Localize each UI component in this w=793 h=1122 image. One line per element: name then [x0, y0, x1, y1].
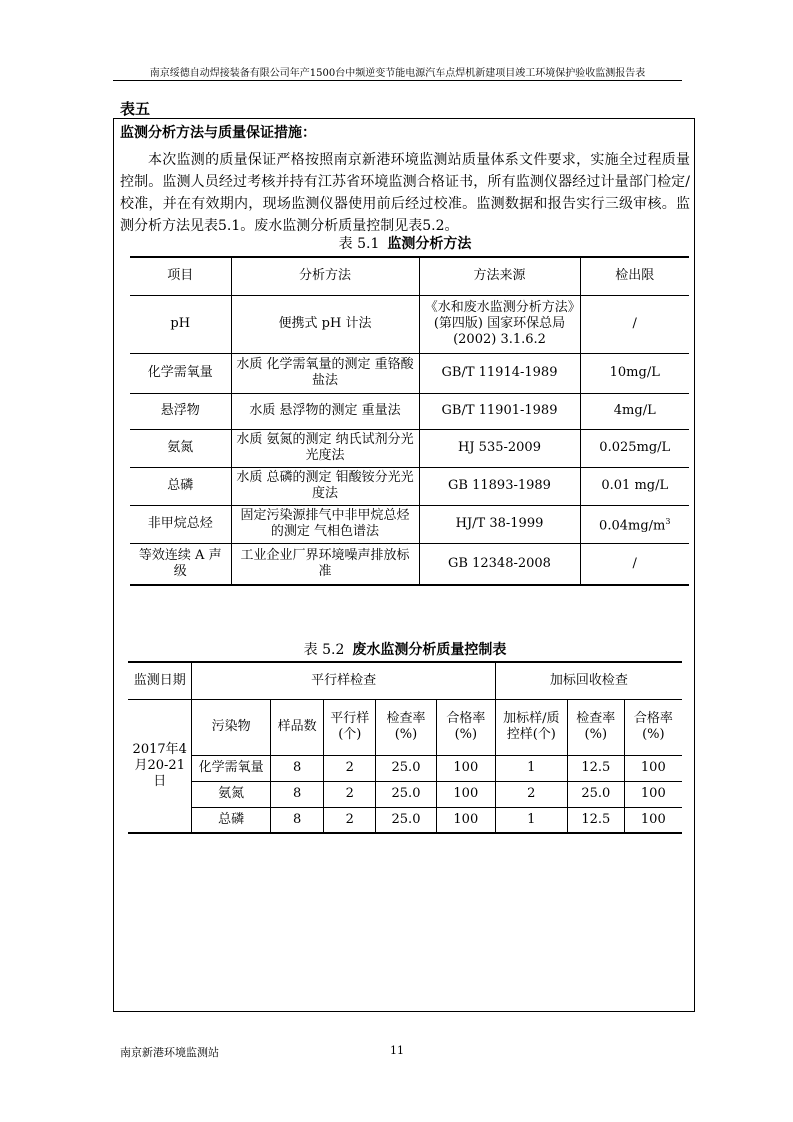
table2-subheader: 检查率(%) — [567, 699, 624, 755]
table1-item: pH — [130, 295, 231, 353]
table1-item: 等效连续 A 声级 — [130, 543, 231, 585]
frame-title: 监测分析方法与质量保证措施： — [120, 125, 316, 141]
table-row — [128, 755, 682, 781]
table2-spike-pass: 100 — [624, 807, 682, 833]
table2-spiked: 1 — [495, 807, 567, 833]
table1-source: GB/T 11914-1989 — [419, 353, 580, 393]
table2-caption-number: 表 5.2 — [303, 642, 345, 658]
content-frame — [113, 118, 695, 1012]
footer-organization: 南京新港环境监测站 — [120, 1046, 219, 1059]
table2-check-rate: 25.0 — [376, 781, 437, 807]
table-row — [128, 807, 682, 833]
table2-spike-pass: 100 — [624, 781, 682, 807]
table2-parallel: 2 — [324, 755, 376, 781]
table1-limit: / — [580, 295, 689, 353]
table1-method: 水质 总磷的测定 钼酸铵分光光度法 — [231, 467, 419, 505]
table1-source: HJ/T 38-1999 — [419, 505, 580, 543]
table1-method: 固定污染源排气中非甲烷总烃的测定 气相色谱法 — [231, 505, 419, 543]
page-header: 南京绥德自动焊接装备有限公司年产1500台中频逆变节能电源汽车点焊机新建项目竣工环境保护验收监测报告表 — [149, 68, 646, 79]
table2-header-parallel: 平行样检查 — [192, 662, 495, 699]
table2-parallel: 2 — [324, 807, 376, 833]
table2-pass-rate: 100 — [436, 807, 495, 833]
table-row — [130, 505, 689, 543]
table1-header-row — [130, 257, 689, 295]
table2-header-row — [128, 662, 682, 699]
section-title: 表五 — [120, 100, 151, 118]
table1-header-method: 分析方法 — [231, 257, 419, 295]
table1-item: 悬浮物 — [130, 393, 231, 429]
table-row — [130, 353, 689, 393]
table1-limit: 4mg/L — [580, 393, 689, 429]
table1-caption-number: 表 5.1 — [338, 236, 380, 252]
header-rule — [113, 80, 682, 81]
table2-parallel: 2 — [324, 781, 376, 807]
table2-subheader: 检查率(%) — [376, 699, 437, 755]
table2-check-rate: 25.0 — [376, 807, 437, 833]
table2-header-recovery: 加标回收检查 — [495, 662, 682, 699]
table1-item: 非甲烷总烃 — [130, 505, 231, 543]
table1-source: HJ 535-2009 — [419, 429, 580, 467]
table1-source: GB 11893-1989 — [419, 467, 580, 505]
table-row — [130, 467, 689, 505]
table1-method: 水质 悬浮物的测定 重量法 — [231, 393, 419, 429]
table2-spike-check: 12.5 — [567, 807, 624, 833]
table1-method: 工业企业厂界环境噪声排放标准 — [231, 543, 419, 585]
table2-pollutant: 化学需氧量 — [192, 755, 270, 781]
table-row — [130, 393, 689, 429]
analysis-methods-table — [130, 256, 689, 586]
table1-source: GB 12348-2008 — [419, 543, 580, 585]
table2-samples: 8 — [270, 781, 324, 807]
table1-caption-title: 监测分析方法 — [387, 236, 472, 252]
table2-pollutant: 氨氮 — [192, 781, 270, 807]
page-number: 11 — [390, 1044, 404, 1057]
table2-pass-rate: 100 — [436, 781, 495, 807]
table1-method: 便携式 pH 计法 — [231, 295, 419, 353]
table2-spike-check: 25.0 — [567, 781, 624, 807]
table2-samples: 8 — [270, 807, 324, 833]
table1-method: 水质 化学需氧量的测定 重铬酸盐法 — [231, 353, 419, 393]
table1-source: GB/T 11901-1989 — [419, 393, 580, 429]
table-row — [130, 429, 689, 467]
table2-spiked: 1 — [495, 755, 567, 781]
wastewater-qc-table — [128, 661, 682, 834]
table1-item: 化学需氧量 — [130, 353, 231, 393]
table-row — [128, 781, 682, 807]
table2-caption-title: 废水监测分析质量控制表 — [352, 642, 507, 658]
table2-caption — [114, 639, 696, 659]
table2-subheader: 样品数 — [270, 699, 324, 755]
table1-limit-value: 0.04mg/m — [599, 518, 666, 534]
table1-header-limit: 检出限 — [580, 257, 689, 295]
table2-check-rate: 25.0 — [376, 755, 437, 781]
table2-subheader: 合格率(%) — [436, 699, 495, 755]
table2-samples: 8 — [270, 755, 324, 781]
table2-header-date: 监测日期 — [128, 662, 192, 699]
table1-caption — [114, 233, 696, 253]
table2-spike-check: 12.5 — [567, 755, 624, 781]
table2-date: 2017年4月20-21日 — [128, 699, 192, 833]
table1-header-source: 方法来源 — [419, 257, 580, 295]
table2-pollutant: 总磷 — [192, 807, 270, 833]
table-row — [130, 543, 689, 585]
table2-pass-rate: 100 — [436, 755, 495, 781]
table2-subheader: 平行样(个) — [324, 699, 376, 755]
table1-limit: 0.025mg/L — [580, 429, 689, 467]
table1-item: 总磷 — [130, 467, 231, 505]
table1-limit: / — [580, 543, 689, 585]
table1-limit: 10mg/L — [580, 353, 689, 393]
table2-spiked: 2 — [495, 781, 567, 807]
table1-source: 《水和废水监测分析方法》(第四版) 国家环保总局 (2002) 3.1.6.2 — [419, 295, 580, 353]
table-row — [130, 295, 689, 353]
table1-limit: 0.01 mg/L — [580, 467, 689, 505]
table1-limit-superscript: 3 — [665, 516, 671, 526]
intro-paragraph: 本次监测的质量保证严格按照南京新港环境监测站质量体系文件要求，实施全过程质量控制。监测人员经过考核并持有江苏省环境监测合格证书，所有监测仪器经过计量部门检定/校准，并在有效期内，现场监测仪器使用前后经过校准。监测数据和报告实行三级审核。监测分析方法见表5.1。废水监测分析质量控制见表5.2。 — [120, 152, 690, 234]
table1-method: 水质 氨氮的测定 纳氏试剂分光光度法 — [231, 429, 419, 467]
table1-limit — [580, 505, 689, 543]
table1-item: 氨氮 — [130, 429, 231, 467]
table2-subheader: 合格率(%) — [624, 699, 682, 755]
table2-subheader: 加标样/质控样(个) — [495, 699, 567, 755]
table1-header-item: 项目 — [130, 257, 231, 295]
table2-subheader-row — [128, 699, 682, 755]
table2-spike-pass: 100 — [624, 755, 682, 781]
table2-subheader: 污染物 — [192, 699, 270, 755]
